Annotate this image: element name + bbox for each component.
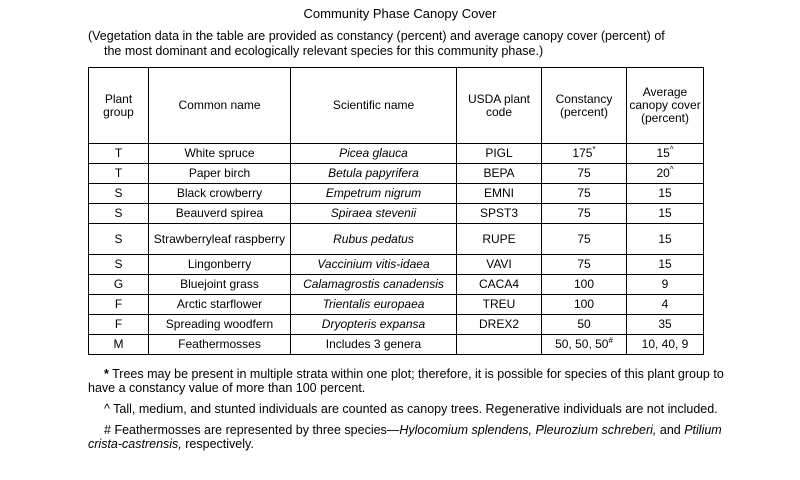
cell-constancy	[542, 295, 627, 315]
cell-common: Paper birch	[149, 164, 291, 184]
footnote-caret-marker: ^	[104, 402, 110, 416]
cover-value: 15	[658, 206, 672, 220]
cell-common: Black crowberry	[149, 184, 291, 204]
cover-value: 4	[661, 297, 669, 311]
table-row	[89, 164, 704, 184]
cover-value: 20	[656, 166, 670, 180]
cell-code: RUPE	[457, 224, 542, 255]
cell-scientific: Spiraea stevenii	[291, 204, 457, 224]
cell-constancy	[542, 255, 627, 275]
cell-common: Arctic starflower	[149, 295, 291, 315]
cell-group: M	[89, 335, 149, 355]
cell-group: T	[89, 164, 149, 184]
intro-line-2: the most dominant and ecologically relevant species for this community phase.)	[104, 44, 544, 58]
footnote-hash	[88, 423, 728, 451]
species-pleurozium: Pleurozium schreberi,	[535, 423, 657, 437]
footnote-hash-text-1: Feathermosses are represented by three species—	[114, 423, 400, 437]
constancy-value: 75	[577, 206, 591, 220]
cell-code: SPST3	[457, 204, 542, 224]
table-row	[89, 315, 704, 335]
cover-value: 35	[658, 317, 672, 331]
intro-text	[88, 29, 728, 59]
cell-cover	[627, 204, 704, 224]
table-row	[89, 144, 704, 164]
cell-scientific: Includes 3 genera	[291, 335, 457, 355]
cell-constancy	[542, 164, 627, 184]
cover-value: 15	[658, 186, 672, 200]
cell-constancy	[542, 224, 627, 255]
footnote-caret-text: Tall, medium, and stunted individuals are counted as canopy trees. Regenerative individuals are not included.	[113, 402, 718, 416]
cell-common: Feathermosses	[149, 335, 291, 355]
cell-constancy	[542, 144, 627, 164]
header-constancy: Constancy (percent)	[542, 68, 627, 144]
cell-constancy	[542, 335, 627, 355]
constancy-value: 100	[573, 297, 595, 311]
cell-scientific: Betula papyrifera	[291, 164, 457, 184]
cell-scientific: Trientalis europaea	[291, 295, 457, 315]
cover-value: 15	[658, 257, 672, 271]
cell-group: F	[89, 295, 149, 315]
footnote-star	[88, 367, 728, 395]
footnote-star-text: Trees may be present in multiple strata within one plot; therefore, it is possible for species of this plant group to have a constancy value of more than 100 percent.	[88, 367, 724, 395]
cell-common: Bluejoint grass	[149, 275, 291, 295]
cell-cover	[627, 184, 704, 204]
cell-code	[457, 335, 542, 355]
footnote-marker: ^	[669, 145, 674, 154]
constancy-value: 75	[577, 257, 591, 271]
header-plant-group: Plant group	[89, 68, 149, 144]
cell-scientific: Calamagrostis canadensis	[291, 275, 457, 295]
cell-group: S	[89, 184, 149, 204]
constancy-value: 75	[577, 166, 591, 180]
constancy-value: 175	[572, 146, 593, 160]
cell-scientific: Dryopteris expansa	[291, 315, 457, 335]
cell-group: G	[89, 275, 149, 295]
canopy-cover-table	[88, 67, 704, 355]
cover-value: 9	[661, 277, 669, 291]
header-usda-code: USDA plant code	[457, 68, 542, 144]
footnotes	[88, 367, 728, 458]
cell-group: T	[89, 144, 149, 164]
cell-scientific: Vaccinium vitis-idaea	[291, 255, 457, 275]
cell-code: DREX2	[457, 315, 542, 335]
cell-code: CACA4	[457, 275, 542, 295]
cell-constancy	[542, 184, 627, 204]
footnote-marker: ^	[669, 165, 674, 174]
cell-cover	[627, 315, 704, 335]
footnote-marker: *	[592, 145, 596, 154]
table-row	[89, 295, 704, 315]
footnote-hash-text-2: and	[659, 423, 681, 437]
table-row	[89, 255, 704, 275]
footnote-hash-text-3: respectively.	[185, 437, 254, 451]
cell-code: BEPA	[457, 164, 542, 184]
footnote-caret	[88, 402, 728, 416]
cell-group: F	[89, 315, 149, 335]
cell-code: VAVI	[457, 255, 542, 275]
cell-common: White spruce	[149, 144, 291, 164]
cover-value: 10, 40, 9	[641, 337, 689, 351]
cell-code: TREU	[457, 295, 542, 315]
cell-group: S	[89, 204, 149, 224]
table-row	[89, 224, 704, 255]
cell-scientific: Rubus pedatus	[291, 224, 457, 255]
table-row	[89, 335, 704, 355]
footnote-hash-marker: #	[104, 423, 111, 437]
constancy-value: 100	[573, 277, 595, 291]
species-ptilium: Ptilium crista-castrensis,	[88, 423, 722, 451]
cell-constancy	[542, 204, 627, 224]
constancy-value: 75	[577, 231, 591, 246]
cell-group: S	[89, 255, 149, 275]
cell-common: Strawberryleaf raspberry	[149, 224, 291, 255]
constancy-value: 50, 50, 50	[555, 337, 609, 351]
cell-cover	[627, 275, 704, 295]
cell-cover	[627, 255, 704, 275]
cell-common: Lingonberry	[149, 255, 291, 275]
footnote-marker: #	[608, 336, 613, 345]
cell-constancy	[542, 315, 627, 335]
cell-common: Spreading woodfern	[149, 315, 291, 335]
table-row	[89, 184, 704, 204]
cell-cover	[627, 224, 704, 255]
cell-code: EMNI	[457, 184, 542, 204]
cell-group: S	[89, 224, 149, 255]
cell-constancy	[542, 275, 627, 295]
cell-cover	[627, 335, 704, 355]
cell-scientific: Empetrum nigrum	[291, 184, 457, 204]
cover-value: 15	[656, 146, 670, 160]
table-row	[89, 275, 704, 295]
header-canopy-cover: Average canopy cover (percent)	[627, 68, 704, 144]
header-scientific-name: Scientific name	[291, 68, 457, 144]
table-row	[89, 204, 704, 224]
header-common-name: Common name	[149, 68, 291, 144]
cell-cover	[627, 144, 704, 164]
cell-scientific: Picea glauca	[291, 144, 457, 164]
table-header-row	[89, 68, 704, 144]
cell-code: PIGL	[457, 144, 542, 164]
intro-line-1: (Vegetation data in the table are provided as constancy (percent) and average canopy cover (percent) of	[88, 29, 665, 43]
species-hylocomium: Hylocomium splendens,	[399, 423, 533, 437]
cell-common: Beauverd spirea	[149, 204, 291, 224]
page-title: Community Phase Canopy Cover	[303, 6, 497, 21]
cell-cover	[627, 164, 704, 184]
footnote-star-marker: *	[104, 367, 109, 381]
constancy-value: 75	[577, 186, 591, 200]
cell-cover	[627, 295, 704, 315]
constancy-value: 50	[577, 317, 591, 331]
cover-value: 15	[658, 231, 672, 246]
